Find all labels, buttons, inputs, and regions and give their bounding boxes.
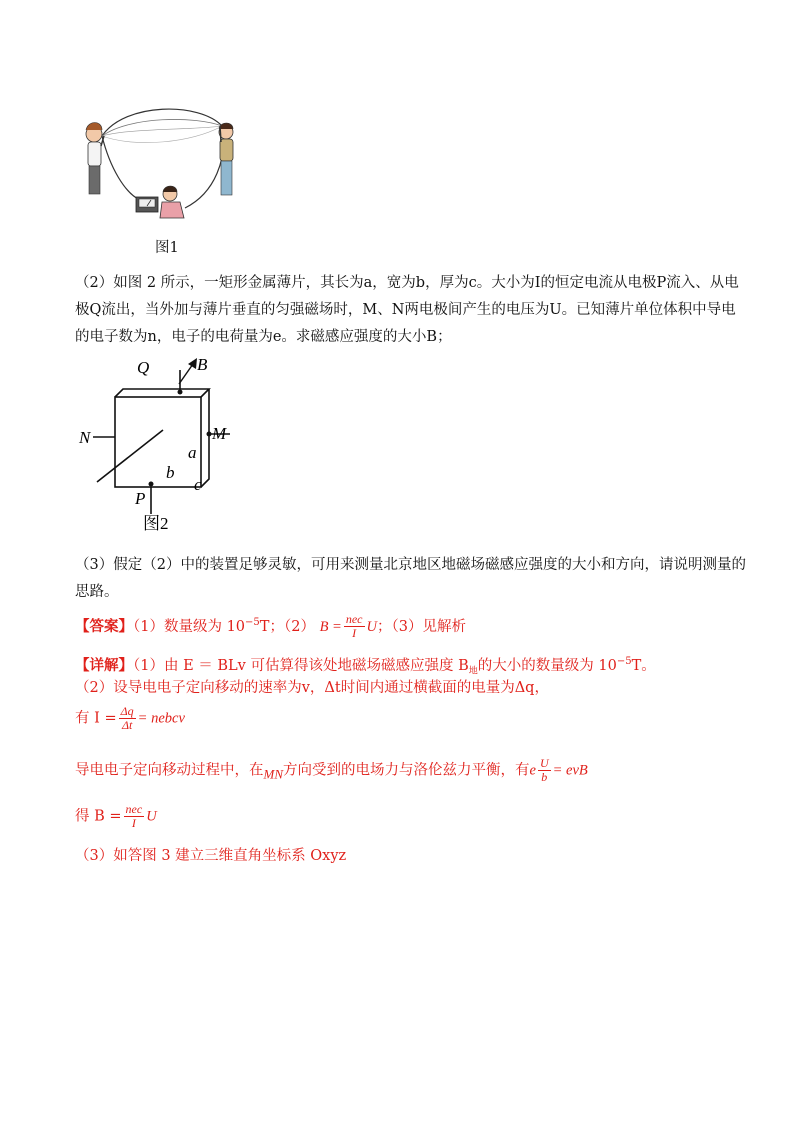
label-a: a (188, 443, 197, 462)
question-2-line-1: （2）如图 2 所示，一矩形金属薄片，其长为a，宽为b，厚为c。大小为I的恒定电流从电极P流入、从电 (75, 275, 739, 291)
detail-line-5-a: 得 B = (75, 808, 122, 825)
answer-formula-tail: U (366, 618, 377, 635)
figure-2-caption: 图2 (143, 514, 169, 532)
detail-line-1-c: T。 (631, 657, 656, 674)
detail-line-6: （3）如答图 3 建立三维直角坐标系 Oxyz (75, 848, 347, 864)
label-B: B (197, 355, 208, 374)
answer-line (75, 613, 466, 640)
answer-part-1: （1）数量级为 10 (133, 618, 246, 635)
detail-line-4-mn: MN (263, 766, 283, 782)
detail-line-5 (75, 803, 157, 830)
detail-line-1-a: （1）由 E ＝ BLv 可估算得该处地磁场磁感应强度 B (133, 657, 469, 674)
label-b: b (166, 463, 175, 482)
detail-line-3-a: 有 I = (75, 710, 117, 727)
figure-1 (80, 108, 250, 233)
question-3-line-2: 思路。 (75, 584, 119, 600)
detail-line-5-b: U (146, 808, 157, 825)
label-P: P (135, 489, 146, 508)
detail-line-1-b: 的大小的数量级为 10 (477, 657, 617, 674)
figure-1-caption: 图1 (155, 240, 179, 256)
metal-plate-diagram (75, 352, 245, 532)
detail-line-3 (75, 705, 185, 732)
answer-part-3: ；（3）见解析 (376, 618, 466, 635)
detail-line-2: （2）设导电电子定向移动的速率为v，Δt时间内通过横截面的电量为Δq， (75, 680, 549, 696)
voltage-fraction-numerator: U (539, 756, 549, 770)
detail-line-4-a: 导电电子定向移动过程中，在 (75, 762, 264, 779)
answer-part-1-unit: T；（2） (259, 618, 315, 635)
current-fraction (119, 705, 136, 732)
answer-fraction-denominator: I (352, 626, 357, 641)
detail-line-4 (75, 757, 588, 784)
question-3-line-1: （3）假定（2）中的装置足够灵敏，可用来测量北京地区地磁场磁感应强度的大小和方向，请说明测量的 (75, 557, 746, 573)
detail-line-4-b: 方向受到的电场力与洛伦兹力平衡，有 (283, 762, 530, 779)
label-M: M (212, 424, 227, 443)
detail-line-4-c: = evB (552, 762, 588, 779)
current-fraction-denominator: Δt (121, 718, 133, 732)
answer-exponent: −5 (245, 617, 260, 628)
voltage-fraction-denominator: b (541, 770, 548, 784)
question-2-line-2: 极Q流出，当外加与薄片垂直的匀强磁场时，M、N两电极间产生的电压为U。已知薄片单位体积中导电 (75, 302, 736, 318)
detail-line-4-e: e (529, 762, 536, 779)
answer-fraction (344, 613, 365, 640)
answer-fraction-numerator: nec (345, 612, 363, 627)
detail-line-1-exponent: −5 (616, 656, 632, 667)
result-fraction-numerator: nec (125, 802, 143, 816)
answer-tag: 【答案】 (75, 617, 133, 635)
detail-line-1-subscript: 地 (468, 666, 478, 677)
question-2-line-3: 的电子数为n，电子的电荷量为e。求磁感应强度的大小B； (75, 329, 452, 345)
current-fraction-numerator: Δq (120, 704, 134, 718)
label-Q: Q (137, 358, 150, 377)
result-fraction-denominator: I (131, 816, 136, 830)
detail-line-3-b: = nebcv (137, 710, 185, 727)
voltage-fraction (538, 757, 551, 784)
answer-formula-lhs: B = (319, 618, 342, 635)
figure-2 (75, 352, 245, 532)
detail-tag: 【详解】 (75, 656, 133, 674)
rope-swing-illustration (80, 108, 250, 233)
result-fraction (124, 803, 145, 830)
label-N: N (79, 428, 91, 447)
label-c: c (194, 475, 202, 494)
